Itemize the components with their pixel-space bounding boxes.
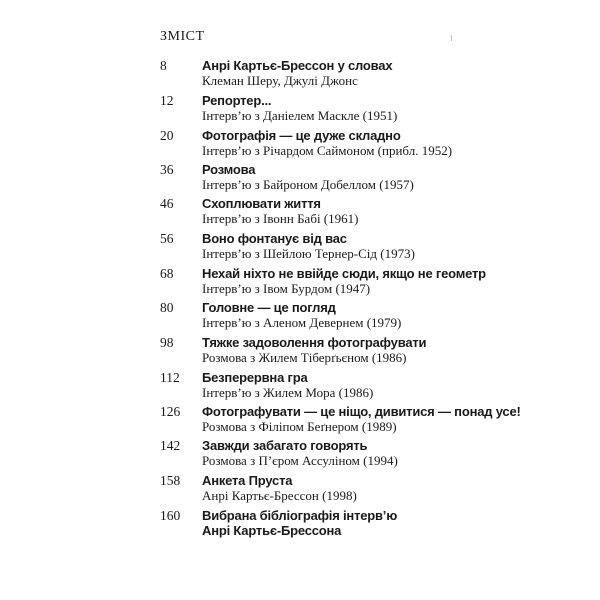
toc-page-number: 8 — [160, 58, 167, 73]
toc-entry-subtitle: Розмова з П’єром Ассуліном (1994) — [202, 453, 398, 468]
toc-page-number: 98 — [160, 335, 174, 350]
toc-entry-title: Анкета Пруста — [202, 473, 293, 488]
toc-entry-title: Завжди забагато говорять — [202, 438, 368, 453]
toc-entry-subtitle: Інтерв’ю з Жилем Мора (1986) — [202, 385, 374, 400]
toc-page-number: 68 — [160, 266, 174, 281]
toc-page-number: 142 — [160, 438, 181, 453]
toc-entry-subtitle: Розмова з Жилем Тіберґьєном (1986) — [202, 350, 407, 365]
toc-page-number: 80 — [160, 300, 174, 315]
toc-page-number: 36 — [160, 162, 174, 177]
toc-entry-title: Вибрана бібліографія інтерв’ю Анрі Картьє-Брессона — [202, 508, 398, 538]
toc-page-number: 112 — [160, 370, 180, 385]
toc-entry-title: Головне — це погляд — [202, 300, 336, 315]
toc-entry-subtitle: Інтерв’ю з Івом Бурдом (1947) — [202, 281, 371, 296]
toc-entry-title: Схоплювати життя — [202, 196, 321, 211]
toc-entry-subtitle: Розмова з Філіпом Беґнером (1989) — [202, 419, 397, 434]
toc-entry-title: Воно фонтанує від вас — [202, 231, 347, 246]
toc-entry-subtitle: Інтерв’ю з Річардом Саймоном (прибл. 1952) — [202, 143, 453, 158]
toc-entry-subtitle: Інтерв’ю з Аленом Девернем (1979) — [202, 315, 402, 330]
toc-entry-subtitle: Інтерв’ю з Івонн Бабі (1961) — [202, 211, 359, 226]
toc-entry-title: Фотографія — це дуже складно — [202, 128, 401, 143]
toc-page-number: 160 — [160, 508, 181, 523]
toc-entry-subtitle: Інтерв’ю з Даніелем Маскле (1951) — [202, 108, 398, 123]
toc-entry-subtitle: Анрі Картьє-Брессон (1998) — [202, 488, 357, 503]
toc-entry-title: Нехай ніхто не ввійде сюди, якщо не геометр — [202, 266, 486, 281]
toc-entry-title: Тяжке задоволення фотографувати — [202, 335, 427, 350]
toc-entry-subtitle: Клеман Шеру, Джулі Джонс — [202, 73, 358, 88]
toc-page-number: 46 — [160, 196, 174, 211]
toc-entry-title: Фотографувати — це ніщо, дивитися — понад усе! — [202, 404, 521, 419]
toc-page-number: 126 — [160, 404, 181, 419]
toc-page-number: 158 — [160, 473, 181, 488]
toc-entry-title: Анрі Картьє-Брессон у словах — [202, 58, 393, 73]
toc-entry-subtitle: Інтерв’ю з Байроном Добеллом (1957) — [202, 177, 414, 192]
toc-heading: ЗМІСТ — [160, 29, 205, 44]
toc-page-number: 12 — [160, 93, 174, 108]
toc-entry-subtitle: Інтерв’ю з Шейлою Тернер-Сід (1973) — [202, 246, 415, 261]
toc-entry-title: Безперервна гра — [202, 370, 308, 385]
toc-page-number: 56 — [160, 231, 174, 246]
toc-entry-title: Репортер... — [202, 93, 272, 108]
toc-entry-title: Розмова — [202, 162, 256, 177]
toc-page-number: 20 — [160, 128, 174, 143]
